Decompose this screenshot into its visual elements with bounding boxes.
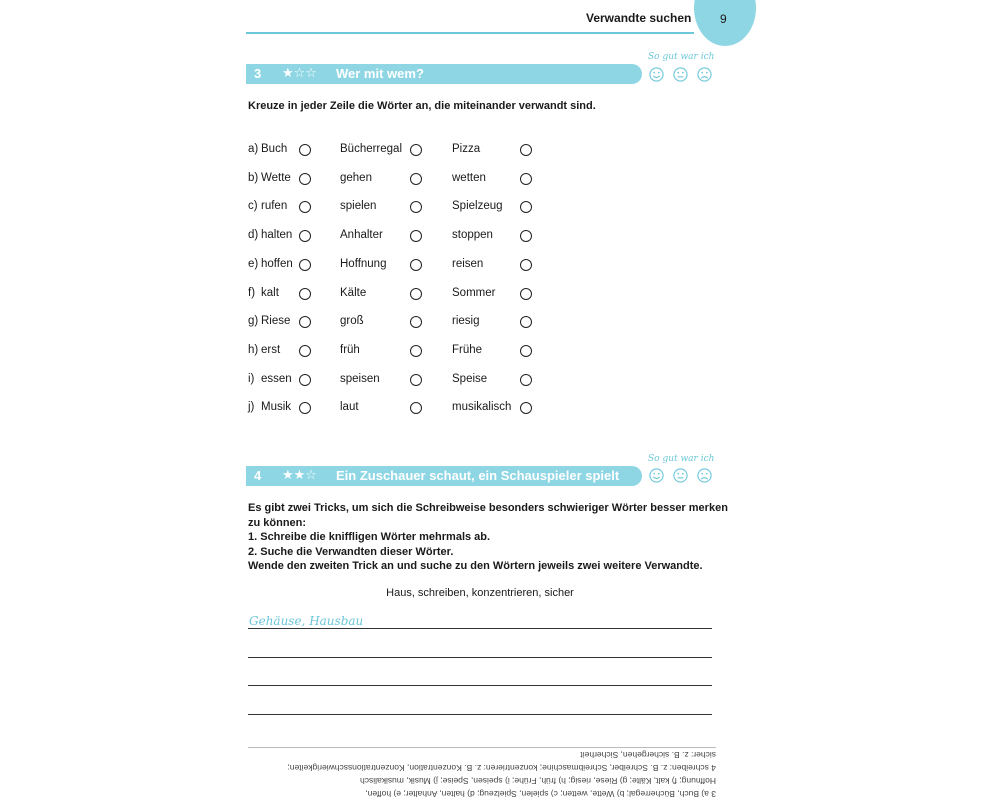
word-2: gehen <box>340 171 372 184</box>
sad-face-icon[interactable] <box>697 468 712 483</box>
word-row <box>248 287 718 303</box>
checkbox-circle-2[interactable] <box>410 402 422 414</box>
checkbox-circle-2[interactable] <box>410 230 422 242</box>
answer-key <box>248 742 716 800</box>
happy-face-icon[interactable] <box>649 67 664 82</box>
checkbox-circle-3[interactable] <box>520 173 532 185</box>
instruction-line: 2. Suche die Verwandten dieser Wörter. <box>248 545 454 558</box>
checkbox-circle-1[interactable] <box>299 144 311 156</box>
word-3: Pizza <box>452 143 481 155</box>
word-3: reisen <box>452 257 484 270</box>
task-title: Ein Zuschauer schaut, ein Schauspieler spielt <box>336 468 620 483</box>
word-2: speisen <box>340 372 380 385</box>
example-answer: Gehäuse, Hausbau <box>249 614 364 628</box>
word-2: früh <box>340 343 360 356</box>
checkbox-circle-3[interactable] <box>520 144 532 156</box>
word-1: Wette <box>261 171 291 184</box>
checkbox-circle-1[interactable] <box>299 230 311 242</box>
word-3: Sommer <box>452 286 496 299</box>
task-3-header <box>246 64 642 84</box>
word-1: Riese <box>261 315 291 328</box>
section-title: Verwandte suchen <box>586 11 692 25</box>
difficulty-stars: ★☆☆ <box>282 65 317 80</box>
checkbox-circle-1[interactable] <box>299 173 311 185</box>
checkbox-circle-2[interactable] <box>410 316 422 328</box>
instruction-line: Wende den zweiten Trick an und suche zu den Wörtern jeweils zwei weitere Verwandte. <box>248 560 703 572</box>
word-1: essen <box>261 372 292 385</box>
instruction-line: zu können: <box>248 516 307 529</box>
checkbox-circle-2[interactable] <box>410 374 422 386</box>
answer-line: 4 schreiben: z. B. Schreiber, Schreibmaschine; konzentrieren: z. B. Konzentration, Konzentrationsschwierigkeiten; <box>287 763 716 773</box>
word-2: Anhalter <box>340 229 383 242</box>
checkbox-circle-2[interactable] <box>410 173 422 185</box>
word-row <box>248 315 718 331</box>
instruction-line: 1. Schreibe die kniffligen Wörter mehrmals ab. <box>248 531 491 543</box>
word-3: wetten <box>452 171 486 184</box>
word-2: groß <box>340 315 364 328</box>
row-label: j) <box>248 401 255 414</box>
happy-face-icon[interactable] <box>649 468 664 483</box>
checkbox-circle-1[interactable] <box>299 374 311 386</box>
difficulty-stars: ★★☆ <box>282 467 317 482</box>
page-number: 9 <box>720 12 727 26</box>
word-3: Speise <box>452 372 488 385</box>
word-list: Haus, schreiben, konzentrieren, sicher <box>386 587 574 599</box>
checkbox-circle-1[interactable] <box>299 316 311 328</box>
task-3-instruction: Kreuze in jeder Zeile die Wörter an, die miteinander verwandt sind. <box>248 100 596 112</box>
self-assessment-label: So gut war ich <box>648 52 715 62</box>
word-1: erst <box>261 343 281 356</box>
word-row <box>248 143 718 159</box>
row-label: i) <box>248 372 255 385</box>
word-2: spielen <box>340 200 377 213</box>
task-number: 3 <box>254 66 262 81</box>
word-row <box>248 401 718 417</box>
word-row <box>248 172 718 188</box>
answer-line: 3 a) Buch, Bücherregal; b) Wette, wetten; c) spielen, Spielzeug; d) halten, Anhalter; e) hoffen, <box>365 789 716 799</box>
word-row <box>248 344 718 360</box>
neutral-face-icon[interactable] <box>673 67 688 82</box>
header-divider <box>246 32 694 34</box>
neutral-face-icon[interactable] <box>673 468 688 483</box>
checkbox-circle-2[interactable] <box>410 345 422 357</box>
instruction-line: Es gibt zwei Tricks, um sich die Schreibweise besonders schwieriger Wörter besser merken <box>248 502 728 514</box>
word-row <box>248 200 718 216</box>
task-4-instruction <box>248 501 728 574</box>
checkbox-circle-2[interactable] <box>410 201 422 213</box>
word-3: riesig <box>452 315 480 328</box>
writing-line[interactable] <box>248 657 712 658</box>
word-3: Frühe <box>452 343 483 356</box>
word-1: kalt <box>261 286 279 299</box>
checkbox-circle-1[interactable] <box>299 259 311 271</box>
sad-face-icon[interactable] <box>697 67 712 82</box>
checkbox-circle-3[interactable] <box>520 402 532 414</box>
writing-line[interactable] <box>248 628 712 629</box>
word-1: rufen <box>261 200 288 213</box>
checkbox-circle-3[interactable] <box>520 201 532 213</box>
checkbox-circle-3[interactable] <box>520 316 532 328</box>
task-4-header <box>246 466 642 486</box>
writing-line[interactable] <box>248 714 712 715</box>
writing-line[interactable] <box>248 685 712 686</box>
row-label: d) <box>248 229 259 242</box>
word-2: Kälte <box>340 286 367 299</box>
word-1: halten <box>261 229 293 242</box>
word-1: Musik <box>261 401 292 414</box>
checkbox-circle-2[interactable] <box>410 259 422 271</box>
checkbox-circle-3[interactable] <box>520 374 532 386</box>
checkbox-circle-1[interactable] <box>299 201 311 213</box>
word-2: Bücherregal <box>340 143 403 155</box>
word-row <box>248 258 718 274</box>
checkbox-circle-3[interactable] <box>520 345 532 357</box>
answer-line: Hoffnung; f) kalt, Kälte; g) Riese, riesig; h) früh, Frühe; i) speisen, Speise; j) Musik, musikalisch <box>359 776 716 786</box>
checkbox-circle-3[interactable] <box>520 259 532 271</box>
row-label: h) <box>248 343 259 356</box>
word-2: Hoffnung <box>340 257 387 270</box>
word-1: hoffen <box>261 257 293 270</box>
checkbox-circle-2[interactable] <box>410 288 422 300</box>
row-label: f) <box>248 286 256 299</box>
row-label: e) <box>248 257 259 270</box>
task-title: Wer mit wem? <box>336 66 424 81</box>
word-row <box>248 229 718 245</box>
checkbox-circle-3[interactable] <box>520 230 532 242</box>
checkbox-circle-1[interactable] <box>299 288 311 300</box>
self-assessment-label: So gut war ich <box>648 454 715 464</box>
answer-line: sicher: z. B. sichergehen, Sicherheit <box>580 750 716 760</box>
word-3: Spielzeug <box>452 200 503 213</box>
row-label: c) <box>248 200 258 213</box>
word-row <box>248 373 718 389</box>
word-3: stoppen <box>452 229 493 242</box>
word-1: Buch <box>261 143 288 155</box>
row-label: a) <box>248 143 259 155</box>
word-3: musikalisch <box>452 401 512 414</box>
checkbox-circle-1[interactable] <box>299 402 311 414</box>
checkbox-circle-2[interactable] <box>410 144 422 156</box>
word-2: laut <box>340 401 359 414</box>
row-label: b) <box>248 171 259 184</box>
checkbox-circle-3[interactable] <box>520 288 532 300</box>
task-number: 4 <box>254 468 262 483</box>
row-label: g) <box>248 315 259 328</box>
checkbox-circle-1[interactable] <box>299 345 311 357</box>
